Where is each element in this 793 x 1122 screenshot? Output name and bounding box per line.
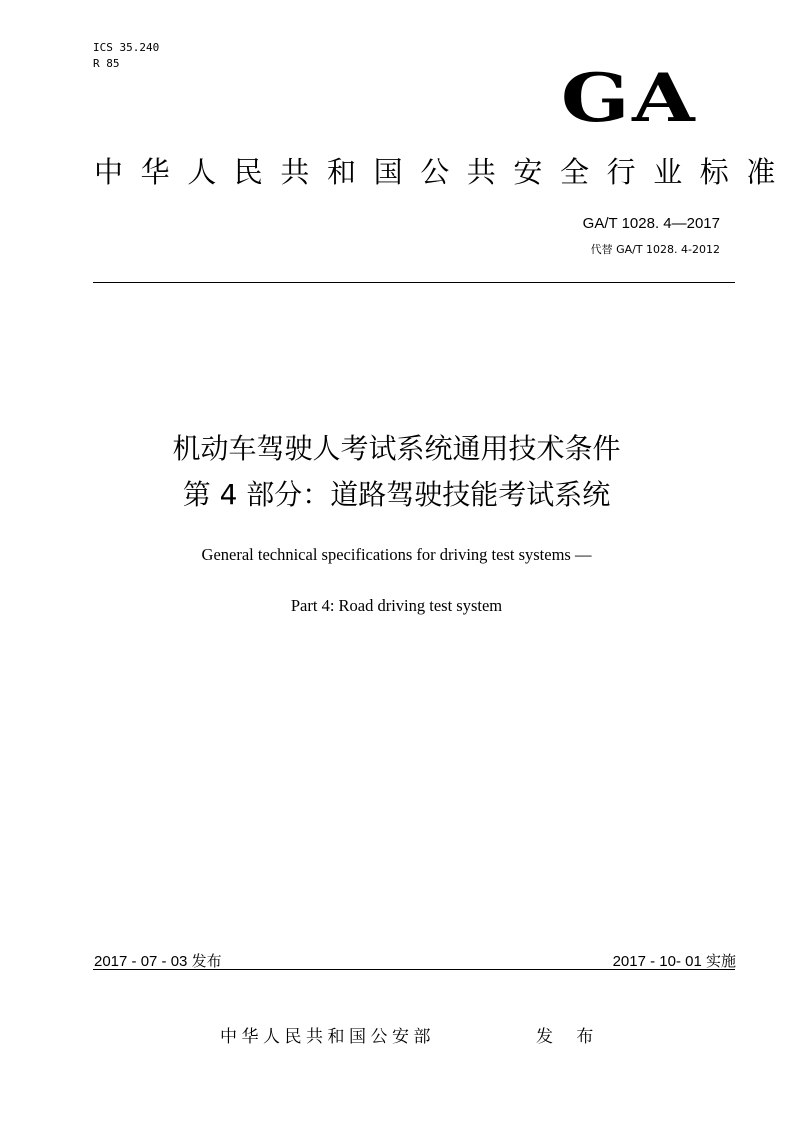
header-divider (93, 282, 735, 283)
implementation-date: 2017 - 10- 01 实施 (612, 953, 736, 970)
replaces-note: 代替 GA/T 1028. 4-2012 (590, 243, 720, 256)
ccs-code: R 85 (93, 57, 120, 70)
issuing-authority: 中华人民共和国公安部 (220, 1027, 435, 1047)
document-title-zh (0, 426, 793, 518)
standard-type-heading: 中华人民共和国公共安全行业标准 (94, 155, 793, 189)
footer-divider (93, 969, 735, 970)
issue-date: 2017 - 07 - 03 发布 (94, 953, 222, 970)
classification-codes (93, 40, 159, 72)
title-en-line-1: General technical specifications for driving test systems — (201, 545, 592, 564)
issued-label: 发 布 (536, 1027, 603, 1047)
ics-code: ICS 35.240 (93, 41, 160, 54)
ga-logo: GA (560, 59, 697, 137)
standard-number: GA/T 1028. 4—2017 (582, 215, 720, 232)
title-zh-line-1: 机动车驾驶人考试系统通用技术条件 (172, 432, 621, 465)
title-zh-line-2: 第 4 部分：道路驾驶技能考试系统 (182, 478, 611, 511)
title-en-line-2: Part 4: Road driving test system (290, 596, 503, 615)
